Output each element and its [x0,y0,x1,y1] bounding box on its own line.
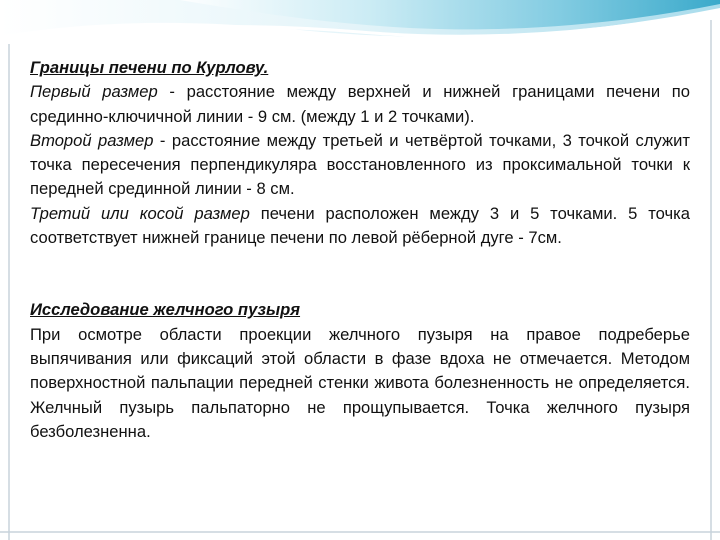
kurlov-heading: Границы печени по Курлову. [30,58,269,77]
first-size-term: Первый размер [30,82,158,102]
section2-paragraph: При осмотре области проекции желчного пузыря на правое подреберье выпячивания или фиксаций этой области в фазе вдоха не отмечается. Методом поверхностной пальпации передней стенки живота болезненность не определяется. Желчный пузырь пальпаторно не прощупывается. Точка желчного пузыря безболезненна. [30,324,690,441]
second-size-term: Второй размер [30,130,154,150]
slide-text [30,56,690,444]
section1-heading [30,56,690,80]
third-size-term: Третий или косой размер [30,203,250,223]
second-size-text: - расстояние между третьей и четвёртой точками, 3 точкой служит точка пересечения перпендикуляра восстановленного из проксимальной точки к передней срединной линии - 8 см. [30,130,690,199]
section2-heading [30,298,690,322]
section1-paragraph-2 [30,129,690,202]
third-size-text: печени расположен между 3 и 5 точками. 5 точка соответствует нижней границе печени по левой рёберной дуге - 7см. [30,203,690,248]
section-gap [30,250,690,298]
gallbladder-heading: Исследование желчного пузыря [30,300,301,320]
first-size-text: - расстояние между верхней и нижней границами печени по срединно-ключичной линии - 9 см. (между 1 и 2 точками). [30,82,691,126]
section1-paragraph-3 [30,202,690,251]
section1-paragraph-1 [30,80,690,129]
